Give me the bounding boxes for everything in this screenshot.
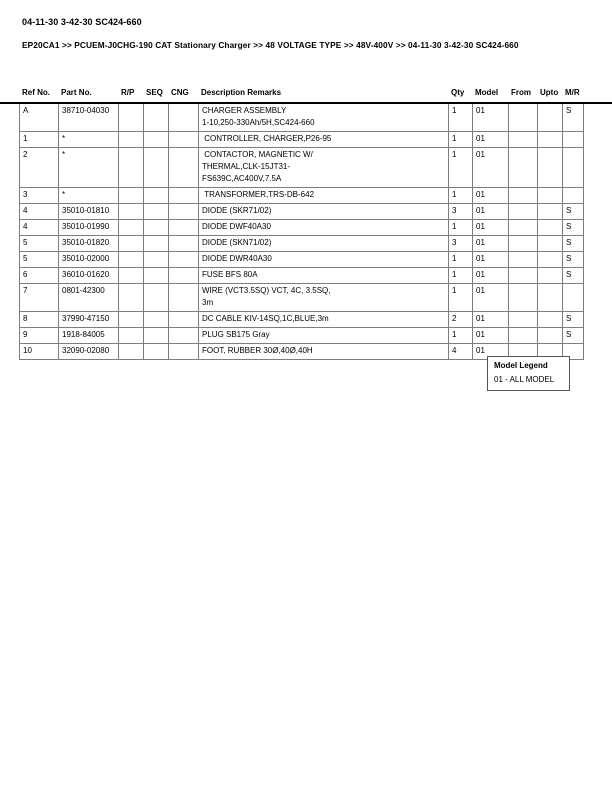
cell-qty: 1: [449, 188, 473, 204]
table-row: [20, 236, 584, 252]
model-legend-wrap: [487, 356, 570, 391]
cell-rp: [119, 132, 144, 148]
cell-part: *: [59, 148, 119, 188]
cell-ref: 5: [20, 252, 59, 268]
cell-seq: [144, 188, 169, 204]
cell-seq: [144, 344, 169, 360]
table-row: [20, 188, 584, 204]
table-row: [20, 252, 584, 268]
cell-qty: 3: [449, 236, 473, 252]
cell-desc: TRANSFORMER,TRS-DB-642: [199, 188, 449, 204]
cell-from: [509, 148, 538, 188]
cell-upto: [538, 284, 563, 312]
cell-mr: [563, 132, 584, 148]
cell-desc: CHARGER ASSEMBLY 1-10,250-330Ah/5H,SC424-660: [199, 104, 449, 132]
cell-rp: [119, 344, 144, 360]
cell-upto: [538, 204, 563, 220]
cell-cng: [169, 312, 199, 328]
cell-part: 35010-01810: [59, 204, 119, 220]
cell-seq: [144, 312, 169, 328]
cell-part: *: [59, 188, 119, 204]
cell-from: [509, 312, 538, 328]
cell-mr: S: [563, 236, 584, 252]
cell-ref: 7: [20, 284, 59, 312]
cell-seq: [144, 220, 169, 236]
model-legend: [487, 356, 570, 391]
cell-upto: [538, 220, 563, 236]
cell-qty: 1: [449, 284, 473, 312]
cell-mr: S: [563, 268, 584, 284]
cell-qty: 1: [449, 252, 473, 268]
cell-cng: [169, 132, 199, 148]
cell-upto: [538, 148, 563, 188]
table-row: [20, 204, 584, 220]
cell-from: [509, 220, 538, 236]
cell-mr: S: [563, 104, 584, 132]
cell-upto: [538, 236, 563, 252]
cell-cng: [169, 328, 199, 344]
cell-seq: [144, 236, 169, 252]
cell-model: 01: [473, 344, 509, 360]
cell-from: [509, 204, 538, 220]
cell-rp: [119, 328, 144, 344]
cell-part: 35010-01990: [59, 220, 119, 236]
cell-desc: DIODE (SKN71/02): [199, 236, 449, 252]
table-row: [20, 328, 584, 344]
column-header-r-p: R/P: [121, 88, 135, 97]
column-header-qty: Qty: [451, 88, 465, 97]
cell-from: [509, 188, 538, 204]
table-row: [20, 312, 584, 328]
column-header-upto: Upto: [540, 88, 559, 97]
cell-ref: 9: [20, 328, 59, 344]
cell-seq: [144, 268, 169, 284]
model-legend-item: 01 - ALL MODEL: [494, 375, 555, 384]
cell-qty: 4: [449, 344, 473, 360]
cell-part: 38710-04030: [59, 104, 119, 132]
cell-part: 1918-84005: [59, 328, 119, 344]
cell-mr: S: [563, 328, 584, 344]
cell-cng: [169, 220, 199, 236]
cell-from: [509, 284, 538, 312]
cell-model: 01: [473, 220, 509, 236]
cell-seq: [144, 148, 169, 188]
cell-desc: CONTACTOR, MAGNETIC W/ THERMAL,CLK-15JT31- FS639C,AC400V,7.5A: [199, 148, 449, 188]
cell-part: *: [59, 132, 119, 148]
cell-ref: 8: [20, 312, 59, 328]
cell-part: 35010-02000: [59, 252, 119, 268]
column-header-part-no: Part No.: [61, 88, 92, 97]
cell-qty: 1: [449, 268, 473, 284]
column-header-seq: SEQ: [146, 88, 163, 97]
cell-rp: [119, 204, 144, 220]
cell-mr: S: [563, 312, 584, 328]
cell-rp: [119, 268, 144, 284]
cell-seq: [144, 204, 169, 220]
cell-upto: [538, 188, 563, 204]
cell-ref: 2: [20, 148, 59, 188]
cell-cng: [169, 188, 199, 204]
cell-ref: 4: [20, 204, 59, 220]
cell-ref: 1: [20, 132, 59, 148]
table-row: [20, 148, 584, 188]
cell-ref: 4: [20, 220, 59, 236]
table-row: [20, 132, 584, 148]
cell-model: 01: [473, 148, 509, 188]
cell-seq: [144, 328, 169, 344]
table-row: [20, 104, 584, 132]
cell-rp: [119, 312, 144, 328]
column-header-cng: CNG: [171, 88, 189, 97]
cell-qty: 3: [449, 204, 473, 220]
cell-seq: [144, 132, 169, 148]
cell-desc: WIRE (VCT3.5SQ) VCT, 4C, 3.5SQ, 3m: [199, 284, 449, 312]
cell-model: 01: [473, 252, 509, 268]
cell-ref: 3: [20, 188, 59, 204]
cell-upto: [538, 328, 563, 344]
cell-qty: 1: [449, 104, 473, 132]
cell-part: 0801-42300: [59, 284, 119, 312]
column-header-model: Model: [475, 88, 499, 97]
cell-rp: [119, 284, 144, 312]
cell-part: 36010-01620: [59, 268, 119, 284]
cell-qty: 1: [449, 148, 473, 188]
cell-mr: S: [563, 204, 584, 220]
cell-model: 01: [473, 188, 509, 204]
cell-qty: 2: [449, 312, 473, 328]
cell-ref: A: [20, 104, 59, 132]
parts-table: [19, 104, 584, 360]
cell-qty: 1: [449, 220, 473, 236]
cell-model: 01: [473, 236, 509, 252]
cell-desc: CONTROLLER, CHARGER,P26-95: [199, 132, 449, 148]
cell-mr: S: [563, 252, 584, 268]
cell-mr: [563, 148, 584, 188]
cell-part: 35010-01820: [59, 236, 119, 252]
cell-cng: [169, 344, 199, 360]
cell-desc: DIODE DWR40A30: [199, 252, 449, 268]
cell-cng: [169, 268, 199, 284]
cell-rp: [119, 252, 144, 268]
cell-cng: [169, 236, 199, 252]
cell-desc: DIODE (SKR71/02): [199, 204, 449, 220]
table-row: [20, 220, 584, 236]
cell-upto: [538, 132, 563, 148]
column-header-from: From: [511, 88, 531, 97]
column-header-m-r: M/R: [565, 88, 580, 97]
cell-cng: [169, 284, 199, 312]
cell-rp: [119, 220, 144, 236]
cell-model: 01: [473, 104, 509, 132]
cell-rp: [119, 236, 144, 252]
cell-seq: [144, 284, 169, 312]
cell-desc: DIODE DWF40A30: [199, 220, 449, 236]
cell-seq: [144, 104, 169, 132]
cell-cng: [169, 252, 199, 268]
cell-mr: S: [563, 220, 584, 236]
cell-cng: [169, 204, 199, 220]
cell-model: 01: [473, 284, 509, 312]
cell-mr: [563, 284, 584, 312]
cell-upto: [538, 104, 563, 132]
cell-qty: 1: [449, 328, 473, 344]
cell-from: [509, 236, 538, 252]
page-title: 04-11-30 3-42-30 SC424-660: [22, 17, 142, 27]
cell-model: 01: [473, 312, 509, 328]
cell-cng: [169, 104, 199, 132]
cell-rp: [119, 104, 144, 132]
cell-from: [509, 328, 538, 344]
table-column-headers: [19, 88, 583, 97]
cell-from: [509, 268, 538, 284]
cell-cng: [169, 148, 199, 188]
cell-model: 01: [473, 132, 509, 148]
cell-from: [509, 132, 538, 148]
cell-model: 01: [473, 268, 509, 284]
model-legend-title: Model Legend: [494, 361, 548, 370]
cell-model: 01: [473, 204, 509, 220]
cell-from: [509, 104, 538, 132]
cell-qty: 1: [449, 132, 473, 148]
cell-seq: [144, 252, 169, 268]
table-row: [20, 284, 584, 312]
cell-rp: [119, 148, 144, 188]
cell-ref: 5: [20, 236, 59, 252]
cell-ref: 10: [20, 344, 59, 360]
cell-desc: FUSE BFS 80A: [199, 268, 449, 284]
cell-part: 32090-02080: [59, 344, 119, 360]
cell-desc: DC CABLE KIV-14SQ,1C,BLUE,3m: [199, 312, 449, 328]
cell-desc: FOOT, RUBBER 30Ø,40Ø,40H: [199, 344, 449, 360]
cell-from: [509, 252, 538, 268]
breadcrumb: EP20CA1 >> PCUEM-J0CHG-190 CAT Stationary Charger >> 48 VOLTAGE TYPE >> 48V-400V >> 04-11-30 3-42-30 SC424-660: [22, 40, 519, 50]
cell-desc: PLUG SB175 Gray: [199, 328, 449, 344]
cell-upto: [538, 252, 563, 268]
cell-upto: [538, 268, 563, 284]
table-row: [20, 268, 584, 284]
cell-rp: [119, 188, 144, 204]
cell-mr: [563, 188, 584, 204]
cell-ref: 6: [20, 268, 59, 284]
column-header-description-remarks: Description Remarks: [201, 88, 282, 97]
cell-model: 01: [473, 328, 509, 344]
cell-upto: [538, 312, 563, 328]
column-header-ref-no: Ref No.: [22, 88, 50, 97]
cell-part: 37990-47150: [59, 312, 119, 328]
